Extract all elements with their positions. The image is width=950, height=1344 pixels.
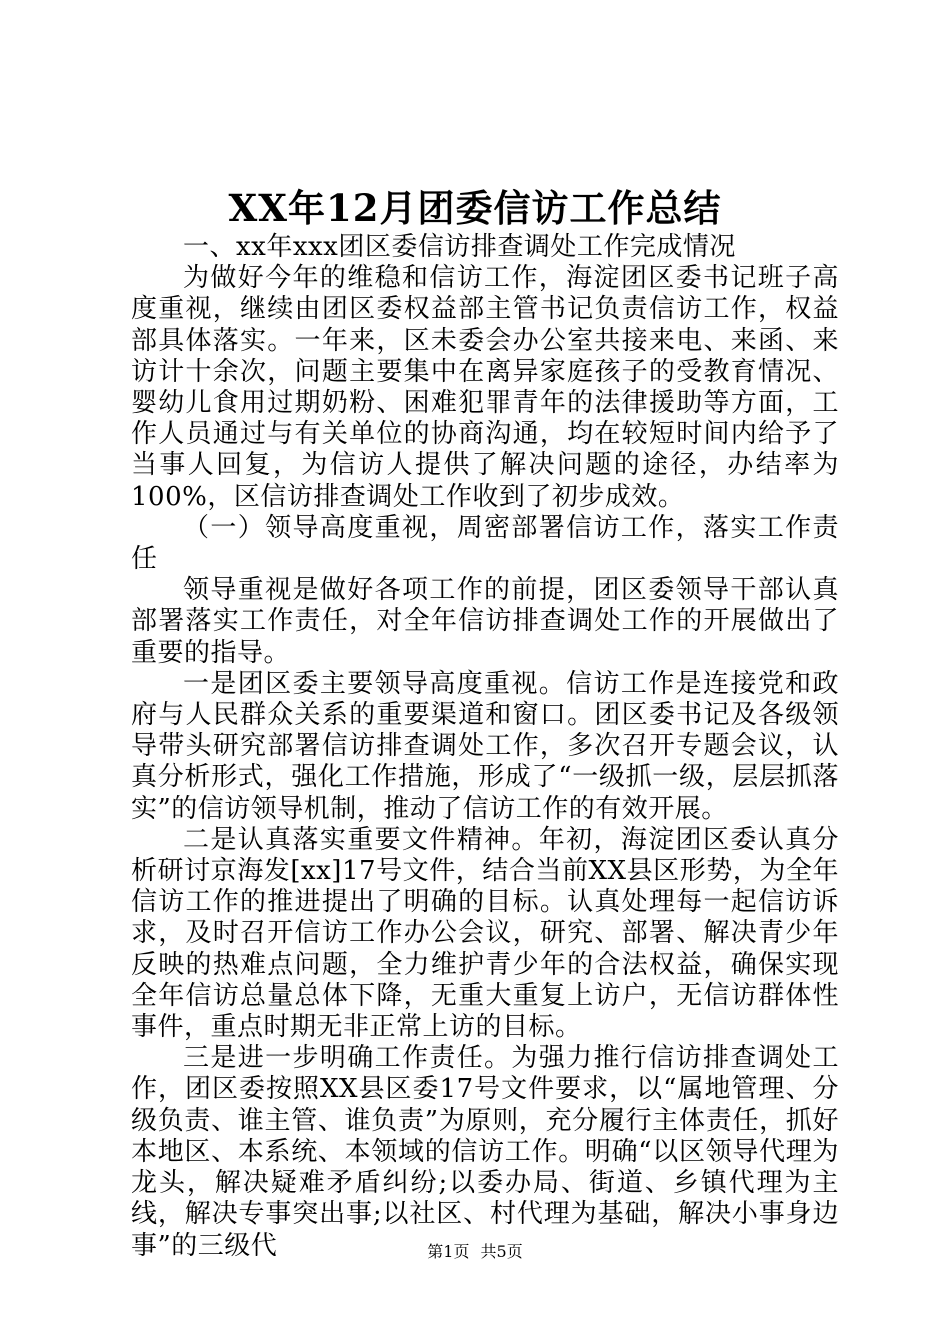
document-body xyxy=(131,232,839,1262)
paragraph: 三是进一步明确工作责任。为强力推行信访排查调处工作，团区委按照XX县区委17号文件要求，以“属地管理、分级负责、谁主管、谁负责”为原则，充分履行主体责任，抓好本地区、本系统、本领域的信访工作。明确“以区领导代理为龙头，解决疑难矛盾纠纷;以委办局、街道、乡镇代理为主线，解决专事突出事;以社区、村代理为基础，解决小事身边事”的三级代 xyxy=(131,1043,839,1261)
subsection-heading: （一）领导高度重视，周密部署信访工作，落实工作责任 xyxy=(131,512,839,575)
page-footer xyxy=(0,1242,950,1262)
paragraph: 二是认真落实重要文件精神。年初，海淀团区委认真分析研讨京海发[xx]17号文件，结合当前XX县区形势，为全年信访工作的推进提出了明确的目标。认真处理每一起信访诉求，及时召开信访工作办公会议，研究、部署、解决青少年反映的热难点问题，全力维护青少年的合法权益，确保实现全年信访总量总体下降，无重大重复上访户，无信访群体性事件，重点时期无非正常上访的目标。 xyxy=(131,824,839,1043)
paragraph: 为做好今年的维稳和信访工作，海淀团区委书记班子高度重视，继续由团区委权益部主管书记负责信访工作，权益部具体落实。一年来，区未委会办公室共接来电、来函、来访计十余次，问题主要集中在离异家庭孩子的受教育情况、婴幼儿食用过期奶粉、困难犯罪青年的法律援助等方面，工作人员通过与有关单位的协商沟通，均在较短时间内给予了当事人回复，为信访人提供了解决问题的途径，办结率为100%，区信访排查调处工作收到了初步成效。 xyxy=(131,263,839,512)
section-heading: 一、xx年xxx团区委信访排查调处工作完成情况 xyxy=(183,232,736,262)
page-total: 共5页 xyxy=(480,1242,523,1261)
paragraph: 一是团区委主要领导高度重视。信访工作是连接党和政府与人民群众关系的重要渠道和窗口。团区委书记及各级领导带头研究部署信访排查调处工作，多次召开专题会议，认真分析形式，强化工作措施，形成了“一级抓一级，层层抓落实”的信访领导机制，推动了信访工作的有效开展。 xyxy=(131,668,839,824)
page-number: 第1页 xyxy=(427,1242,470,1261)
document-title: XX年12月团委信访工作总结 xyxy=(228,186,722,230)
paragraph: 领导重视是做好各项工作的前提，团区委领导干部认真部署落实工作责任，对全年信访排查调处工作的开展做出了重要的指导。 xyxy=(131,575,839,668)
